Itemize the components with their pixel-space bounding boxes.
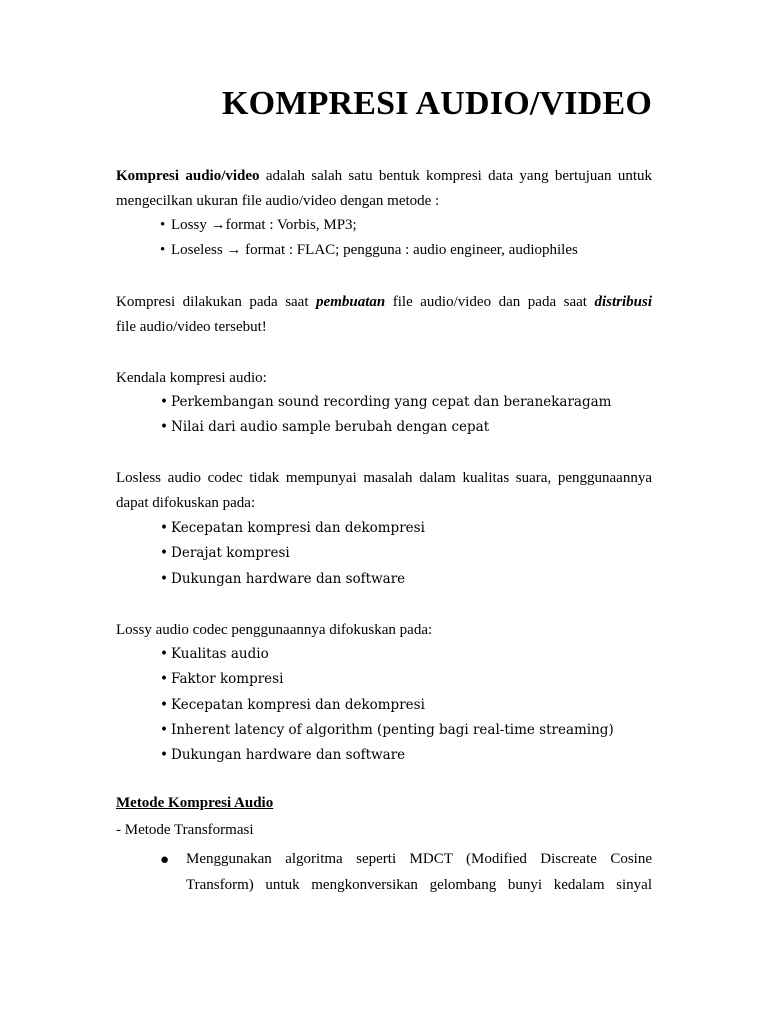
list-item-text: Kualitas audio bbox=[171, 646, 269, 662]
format-bullet-list bbox=[160, 213, 660, 264]
bullet-icon: • bbox=[160, 646, 168, 662]
list-item bbox=[160, 642, 660, 667]
bullet-icon: • bbox=[160, 747, 168, 764]
list-item bbox=[160, 693, 660, 718]
bullet-icon: • bbox=[160, 696, 168, 713]
list-item-text: Nilai dari audio sample berubah dengan cepat bbox=[171, 419, 490, 436]
filled-circle-bullet-icon: ● bbox=[160, 852, 170, 868]
lossless-paragraph bbox=[116, 466, 652, 516]
compression-time-part3: file audio/video tersebut! bbox=[116, 319, 267, 335]
bullet-icon: • bbox=[160, 419, 168, 436]
kendala-label: Kendala kompresi audio: bbox=[116, 370, 267, 386]
transformasi-description: Menggunakan algoritma seperti MDCT (Modified Discreate Cosine Transform) untuk mengkonversikan gelombang bunyi kedalam sinyal bbox=[186, 851, 652, 893]
list-item-text: Perkembangan sound recording yang cepat dan beranekaragam bbox=[171, 394, 612, 410]
kendala-bullet-list bbox=[160, 390, 660, 441]
bullet-icon: • bbox=[160, 520, 168, 536]
compression-time-part1: Kompresi dilakukan pada saat bbox=[116, 294, 317, 310]
bullet-icon: • bbox=[160, 570, 168, 587]
section-heading-metode: Metode Kompresi Audio bbox=[116, 795, 274, 811]
bullet-icon: • bbox=[160, 671, 168, 688]
intro-text-line1: adalah salah satu bentuk kompresi data yang bertujuan untuk bbox=[259, 168, 652, 184]
compression-time-paragraph bbox=[116, 290, 652, 340]
lossy-label: Lossy audio codec penggunaannya difokuskan pada: bbox=[116, 622, 433, 638]
list-item-text: Inherent latency of algorithm (penting bagi real-time streaming) bbox=[171, 721, 614, 738]
lossless-line1: Losless audio codec tidak mempunyai masalah dalam kualitas suara, penggunaannya bbox=[116, 470, 652, 486]
list-item-text: Kecepatan kompresi dan dekompresi bbox=[171, 696, 425, 713]
subheading-transformasi: - Metode Transformasi bbox=[116, 822, 254, 838]
bullet-icon: • bbox=[160, 242, 166, 259]
list-item-text: Dukungan hardware dan software bbox=[171, 747, 406, 764]
bullet-icon: • bbox=[160, 545, 168, 562]
document-title: KOMPRESI AUDIO/VIDEO bbox=[222, 85, 652, 122]
bullet-icon: • bbox=[160, 217, 166, 233]
list-item-text: Loseless → format : FLAC; pengguna : audio engineer, audiophiles bbox=[171, 242, 578, 259]
list-item bbox=[160, 213, 660, 238]
list-item bbox=[160, 743, 660, 768]
bullet-icon: • bbox=[160, 394, 168, 410]
intro-text-line2: mengecilkan ukuran file audio/video dengan metode : bbox=[116, 193, 440, 209]
lossless-line2: dapat difokuskan pada: bbox=[116, 495, 256, 511]
list-item bbox=[160, 516, 660, 541]
list-item bbox=[160, 390, 660, 415]
lossless-bullet-list bbox=[160, 516, 660, 592]
intro-paragraph bbox=[116, 164, 652, 214]
bullet-icon: • bbox=[160, 721, 168, 738]
list-item bbox=[160, 541, 660, 566]
lossy-bullet-list bbox=[160, 642, 660, 768]
emphasis-distribusi: distribusi bbox=[594, 294, 652, 310]
emphasis-pembuatan: pembuatan bbox=[316, 294, 386, 310]
list-item-text: Faktor kompresi bbox=[171, 671, 284, 688]
list-item bbox=[160, 667, 660, 692]
list-item-text: Kecepatan kompresi dan dekompresi bbox=[171, 520, 425, 536]
list-item bbox=[160, 567, 660, 592]
intro-bold-term: Kompresi audio/video bbox=[116, 168, 260, 184]
list-item-text: Lossy →format : Vorbis, MP3; bbox=[171, 217, 357, 233]
list-item bbox=[160, 718, 660, 743]
list-item bbox=[160, 238, 660, 263]
list-item-text: Dukungan hardware dan software bbox=[171, 570, 406, 587]
list-item-text: Derajat kompresi bbox=[171, 545, 290, 562]
list-item bbox=[160, 415, 660, 440]
compression-time-part2: file audio/video dan pada saat bbox=[385, 294, 595, 310]
